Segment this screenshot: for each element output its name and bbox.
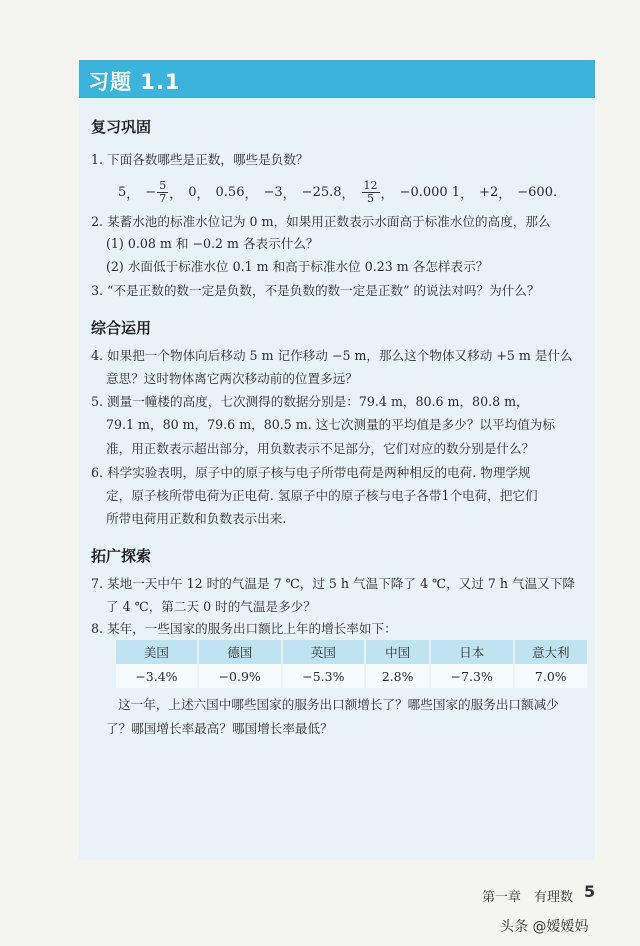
table-header-cell: 意大利 [514,640,587,664]
section-review: 复习巩固 [91,118,152,136]
question-4-cont: 意思？这时物体离它两次移动前的位置多远？ [106,371,358,386]
question-5-cont-1: 79.1 m，80 m，79.6 m，80.5 m. 这七次测量的平均值是多少？以平均值为标 [106,417,555,432]
number-item-fraction: − $\frac{5}{7}$ [145,179,167,205]
number-item: +2 [479,185,499,200]
number-item: 5 [118,185,127,200]
number-item: −0.000 1 [399,185,461,200]
question-7-cont: 了 4 ℃，第二天 0 时的气温是多少？ [106,599,316,614]
table-cell: 2.8% [365,664,430,688]
section-exploration: 拓广探索 [91,547,152,565]
number-item: 0 [188,185,197,200]
table-header-cell: 日本 [430,640,514,664]
table-header-cell: 德国 [198,640,282,664]
table-cell: −5.3% [282,664,366,688]
table-cell: −7.3% [430,664,514,688]
chapter-label: 第一章 有理数 [482,890,574,905]
question-5-cont-2: 准，用正数表示超出部分，用负数表示不足部分，它们对应的数分别是什么？ [106,441,535,456]
table-header-cell: 美国 [116,640,198,664]
table-header-row [116,640,587,664]
question-6: 6. 科学实验表明，原子中的原子核与电子所带电荷是两种相反的电荷. 物理学规 [91,465,531,480]
number-item: −600. [517,185,558,200]
question-3: 3. “不是正数的数一定是负数，不是负数的数一定是正数” 的说法对吗？为什么？ [91,283,540,298]
table-header-cell: 英国 [282,640,366,664]
question-8-cont-2: 了？哪国增长率最高？哪国增长率最低？ [106,721,333,736]
table-row [116,664,587,688]
number-item: −3 [263,185,283,200]
table-cell: −0.9% [198,664,282,688]
table-header-cell: 中国 [365,640,430,664]
question-8-cont-1: 这一年，上述六国中哪些国家的服务出口额增长了？哪些国家的服务出口额减少 [118,697,559,712]
section-application: 综合运用 [91,319,152,337]
question-2-part-2: (2) 水面低于标准水位 0.1 m 和高于标准水位 0.23 m 各怎样表示？ [106,259,489,274]
question-4: 4. 如果把一个物体向后移动 5 m 记作移动 −5 m，那么这个物体又移动 +5 m 是什么 [91,348,573,363]
number-item-fraction: $\frac{12}{5}$ [363,179,378,205]
question-6-cont-2: 所带电荷用正数和负数表示出来. [106,511,287,526]
exercise-title: 习题 1.1 [88,70,181,94]
number-item: −25.8 [301,185,342,200]
question-2-part-1: (1) 0.08 m 和 −0.2 m 各表示什么？ [106,236,319,251]
question-6-cont-1: 定，原子核所带电荷为正电荷. 氢原子中的原子核与电子各带1个电荷，把它们 [106,488,538,503]
question-8: 8. 某年，一些国家的服务出口额比上年的增长率如下： [91,621,397,636]
page-number: 5 [584,882,596,901]
question-2: 2. 某蓄水池的标准水位记为 0 m，如果用正数表示水面高于标准水位的高度，那么 [91,214,551,229]
table-cell: 7.0% [514,664,587,688]
exercise-header [79,60,595,98]
question-5: 5. 测量一幢楼的高度，七次测得的数据分别是：79.4 m，80.6 m，80.8 m， [91,394,529,409]
growth-rate-table [116,640,587,688]
number-list: 5 ， − $\frac{5}{7}$ ， 0 ， 0.56 ， −3 ， −25.8 ， $\frac{12}{5}$ ， −0.000 1 ， +2 ， −600. [118,179,558,205]
table-cell: −3.4% [116,664,198,688]
question-7: 7. 某地一天中午 12 时的气温是 7 ℃，过 5 h 气温下降了 4 ℃，又过 7 h 气温又下降 [91,576,575,591]
number-item: 0.56 [215,185,245,200]
question-1: 1. 下面各数哪些是正数，哪些是负数？ [91,152,309,167]
watermark: 头条 @嫒嫒妈 [500,919,589,935]
